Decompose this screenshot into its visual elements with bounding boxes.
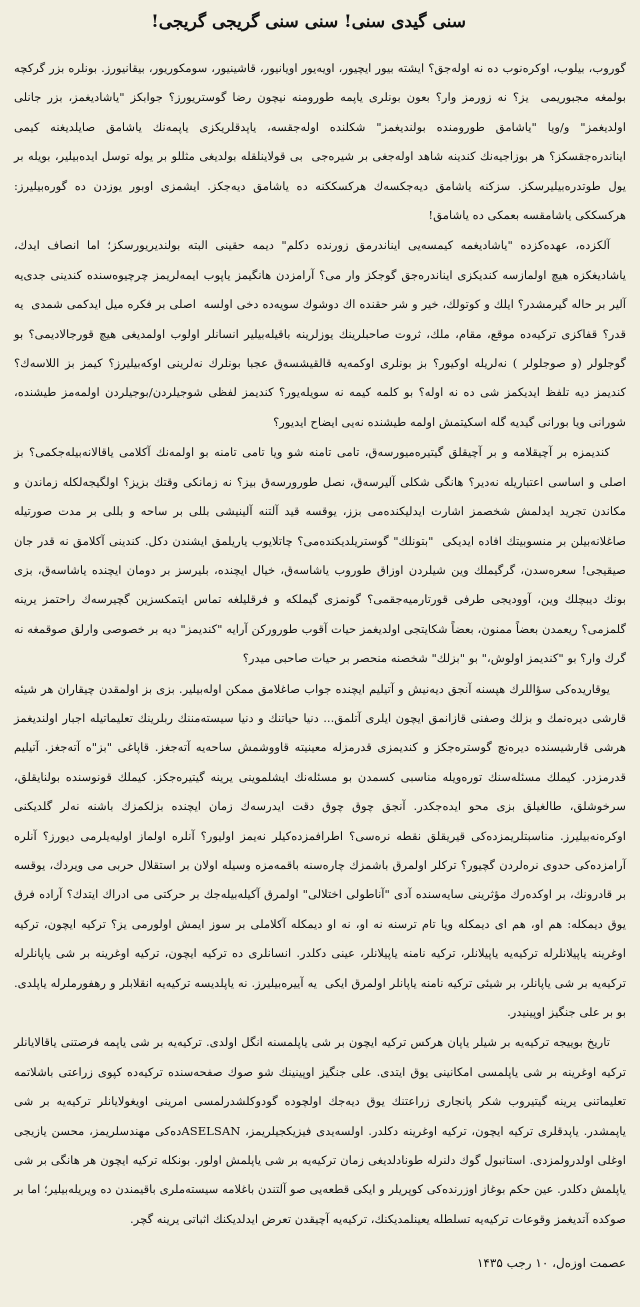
page-title: سنی گیدی سنی! سنی سنی گریجی گریجی! (151, 12, 466, 32)
paragraph: گوروب، بیلوب، اوکره‌نوب ده نه اوله‌جق؟ ایشته بیور ایچیور، اویه‌یور اویانیور، قاشینیور، سومکوریور، بیقانیورز. بونلره بزر گرکچه بولمغه مجبوریمی ‌ یز؟ نه زورمز وار؟ بعون بونلری یاپمه طورومنه نیچون رضا گوستریورز؟ جوابکز "یاشادیغمز، بزر جانلی اولدیغمز" و/ویا "یاشامق طورومنده بولندیغمز" شکلنده اوله‌جقسه، یاپدقلریکزی یاپمه‌نك یاشامق صایلدیغنه کیمی ایناندره‌جقسکز؟ هر بوزاجیه‌نك کندینه شاهد اوله‌جغی بر شیره‌جی ‌ بی قولاینلقله بولدیغی مثللو بر یوله توسل ایده‌بیلیر، بویله بر یول طوتدره‌بیلیرسکز. سزکنه یاشامق دیه‌جکسه‌ك هرکسککنه ده یاشامق دیه‌جکز. ایشمزی اوبور یوزدن ده گوره‌بیلیرز: هرکسککی یاشامقسه بعمکی ده یاشامق! (14, 61, 626, 223)
paragraph: تاریخ بوییجه ترکیه‌یه بر شیلر یاپان هرکس ترکیه ایچون بر شی یاپلمسنه انگل اولدی. ترکیه‌یه بر شی یاپمه فرصتنی یاقالایانلر ترکیه اوغرینه بر شی یاپلمسی امکانینی یوق ایتدی. ‌علی جنگیز اوپینینك شو صوك صفحه‌سنده ترکیه‌ده کپوی زراعتی باشلاتمه تعلیماتنی یرینه گیتیروب شکر پانجاری زراعتنك یوق دیه‌جك اولچوده گودوکلشدرلمسی امرینی اویغولایانلر ترکیه‌یه بر شی یاپمشدر. یاپدقلری ترکیه ایچون، ترکیه اوغرینه دکلدر. اولسه‌یدی فیزیکجیلریمز، ASELSANده‌کی مهندسلریمز، محسن یازیجی اوغلی اولدرولمزدی. استانبول گوك دلنرله طونادلدیغی زمان ترکیه‌یه بر شی یاپلمش اولور. بونکله ترکیه ایچون هر هانگی بر شی یاپلمش دکلدر. عین حکم بوغاز اوزرنده‌کی کوپریلر و ایکی قطعه‌یی صو آلتندن باغلامه سیسته‌ملری باقیمندن ده ویریله‌بیلیر؛ اما بر صوکده آتدیغمز وقوعات ترکیه‌یه تسلطله یعینلمدیکنك، ترکیه‌یه آچیقدن تعرض ایدلدیکنك اثباتی یرینه گچر. (14, 1035, 626, 1226)
paragraph: یوقاریده‌کی سؤاللرك هپسنه آنجق دیه‌نیش و آتیلیم ایچنده جواب صاغلامق ممکن اوله‌بیلیر. بزی بز اولمقدن چیقاران هر شیئه قارشی دیره‌نمك و بزلك وصفنی قازانمق ایچون ایلری آتلمق... دنیا حیاتنك و دنیا سیسته‌مننك ربلرینك تعلیماتیله اجبار اولندیغمز هرشی قارشیسنده دیره‌نچ گوستره‌جکز و کندیمزی قدرمزله معینیته قاووشمش ساحه‌یه آته‌جغز. قاپاغی "بز"ه آته‌جغز. آتیلیم قدرمزدر. کیملك مسئله‌سنك توره‌ویله مناسبی کسمدن بو مسئله‌نك ایشلموینی یرینه گیتیره‌جکز. کیملك قونوسنده بولنایقلق، سرخوشلق، طالغیلق بزی محو ایده‌جکدر. آنجق چوق چوق دقت ایدرسه‌ك زمان ایچنده بزلکمزك باشنه نه‌لر گلدیکنی اوکره‌نه‌بیلیرز. مناسبتلریمزده‌کی قیریقلق نقطه نره‌سی؟ اطرافمزده‌کیلر نه‌یمز اولیور؟ آنلره اولماز اولیه‌یلرمی دیورز؟ آنلره آرامزده‌کی حدوی نره‌لردن گچیور؟ ترکلر اولمرق باشمزك چاره‌سنه باقمه‌مزه وسیله اولان بر استقلال حربی می ویردك، یوقسه بر قادرونك، بر اوکده‌رك مؤثرینی سایه‌سنده آدی "آناطولی اختلالی" اولمرق آکیله‌بیله‌جك بر حرکتی می ادراك ایتدك؟ آراده فرق یوق دیمکله: هم او، هم ای دیمکله ویا تام ترسنه نه او، نه او دیمکله آکلاملی بر سوز ایمش اولورمی یز؟ ترکیه ایچون، ترکیه اوغرینه یاپیلانلرله ترکیه‌یه یاپیلانلر، ترکیه نامنه یاپیلانلر، عینی دکلدر. انسانلری ده ترکیه ایچون، ترکیه اوغرینه بر شی یاپانلرله ترکیه‌یه بر شی یاپانلر، بر شیئی ترکیه نامنه یاپانلر اولمرق ایکی ‌ یه آییره‌بیلیرز. نه یاپلدیسه ترکیه‌یه انقلابلر و رهفورملرله یاپلدی. بو بر علی جنگیز اوپینیدر. (14, 681, 627, 1019)
author-signature: عصمت اوزەل، ۱۰ رجب ۱۴۳۵ (476, 1256, 626, 1271)
article-body (14, 54, 626, 1234)
paragraph: آلکزده، عهده‌کزده "یاشادیغمه کیمسه‌یی ایناندرمق زورنده دکلم" دیمه حقینی البته بولندیریورسکز؛ اما انصاف ایدك، یاشادیغکزه هیچ اولمازسه کندیکزی ایناندره‌جق گوجکز وار می؟ آرامزدن هانگیمز یاپوب ایمه‌لریمز چرچیوه‌سنده کندینی جدی‌یه آلیر بر حاله گیرمشدر؟ ایلك و کوتولك، خیر و شر حقنده اك دوشوك سویه‌ده دخی اولسه ‌ اصلی بر فکره میل ایدکمی شمدی ‌ یه قدر؟ قفاکزی ترکیه‌ده موقع، مقام، ملك، ثروت صاحبلرینك یوزلرینه باقیله‌بیلیر انسانلر اولوب اولمدیغی هیچ قورجالادیمی؟ بو گوجلولر (و صوجلولر ) نه‌لریله اوکیور؟ بز بونلری اوکمه‌یه قالقیشسه‌ق عجبا بونلرك نه‌لرینی اوکه‌بیلیرز؟ کیمز بز اللاسه‌ك؟ کندیمز دیه تلفظ ایدیکمز شی ده نه اوله؟ بو کلمه کیمه نه سویله‌یور؟ کندیمز لفظی شوجیلردن/بوجیلردن اولمه‌مز طیشنده، شورانی ویا بورانی گیدیه گله اسکیتمش اولمه طیشنده نه‌یی ایضاح ایدیور؟ (14, 238, 626, 429)
paragraph: کندیمزه بر آچیقلامه و بر آچیقلق گیتیره‌میورسه‌ق، تامی تامنه شو ویا تامی تامنه بو اولمه‌نك آکلامی یاقالانه‌بیله‌جکمی؟ بز اصلی و اساسی اعتباریله نه‌دیر؟ هانگی شکلی آلیرسه‌ق، نصل طورورسه‌ق بیز؟ نه زمانکی وقتك بزیز؟ اولگیجه‌لکله زماندن و مکاندن تجرید ایدلمش شخصمز اشارت ایدلیکنده‌می بزز، یوقسه قید آلتنه آلینیشی بللی بر ساحه و بللی بر مدت صورتیله صاغلانه‌بیلن بر منسوبیتك افاده ایدیکی ‌ "بتونلك" گوستریلدیکنده‌می؟ چاتلایوب یاریلمق ایشندن دکل. کندینی آکلامق نه قدر جان صیقیجی! سعره‌سدن، گرگیملك وین شیلردن اوزاق طوروب یاشاسه‌ق، خیال ایچنده، بلیرسز بر دومان ایچنده یاشاسه‌ق، بزی بونك دیبچلك وین، آوودیجی طرفی قورتارمیه‌جقمی؟ گونمزی گیملکه و فرقلیلغه تماس ایتمکسزین گچیرسه‌ك راحتمز یرینه گلمزمی؟ ریعمدن بعضاً ممنون، بعضاً شکایتجی اولدیغمز حیات آقوب طورورکن آرایه "کندیمز" دیه بر خصوصی وارلق صوقمغه نه گرك وار؟ بو "کندیمز اولوش،" بو "بزلك" شخصنه منحصر بر حیات صاحبی میدر؟ (14, 445, 626, 666)
